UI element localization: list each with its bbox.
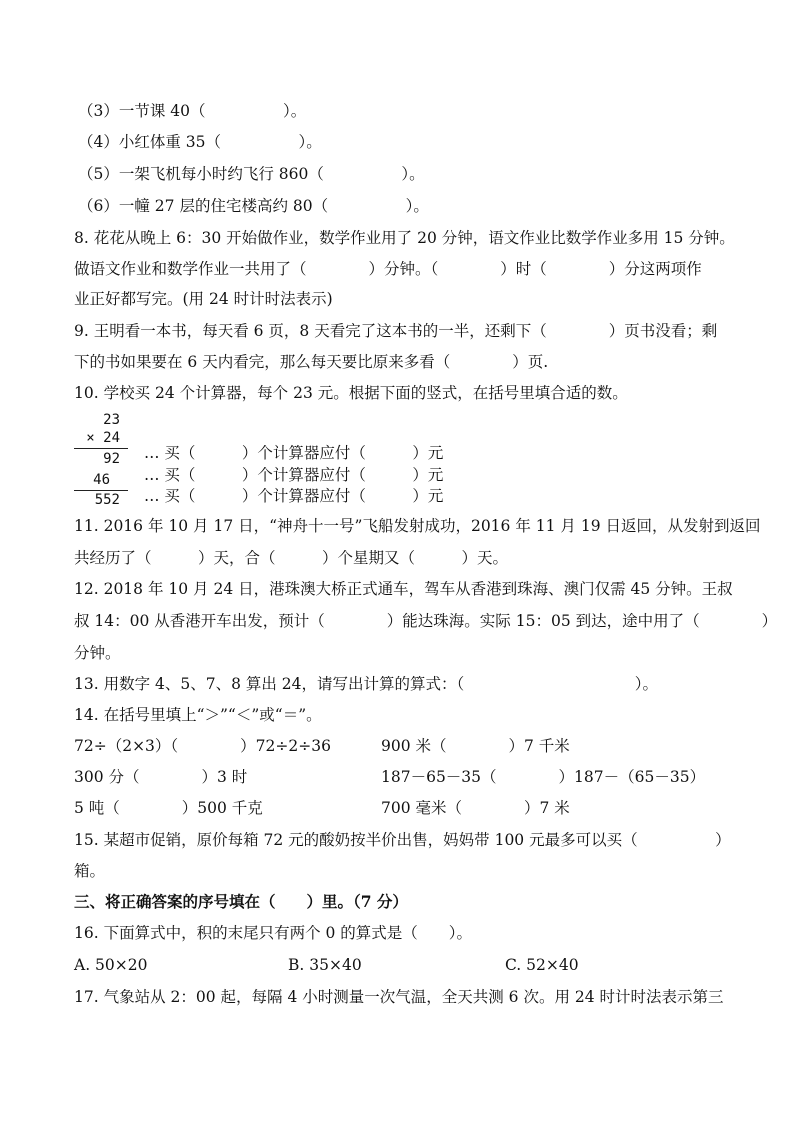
compare-2-right: 187－65－35（ ）187－（65－35）	[381, 768, 706, 786]
question-16-option-a: A. 50×20	[74, 956, 148, 974]
question-9-line-2: 下的书如果要在 6 天内看完，那么每天要比原来多看（ ）页.	[74, 353, 549, 371]
compare-1-right: 900 米（ ）7 千米	[381, 737, 570, 755]
question-8-line-3: 业正好都写完。(用 24 时计时法表示)	[74, 290, 333, 308]
question-12-line-1: 12. 2018 年 10 月 24 日，港珠澳大桥正式通车，驾车从香港到珠海、澳门仅需 45 分钟。王叔	[74, 580, 733, 598]
question-7-item-3: （3）一节课 40（ ）。	[78, 102, 307, 120]
compare-3-left: 5 吨（ ）500 千克	[74, 799, 263, 817]
question-12-line-3: 分钟。	[74, 644, 121, 662]
question-13: 13. 用数字 4、5、7、8 算出 24，请写出计算的算式：（ ）。	[74, 675, 659, 693]
question-8-line-2: 做语文作业和数学作业一共用了（ ）分钟。（ ）时（ ）分这两项作	[74, 260, 702, 278]
question-15-line-2: 箱。	[74, 862, 106, 880]
question-8-line-1: 8. 花花从晚上 6：30 开始做作业，数学作业用了 20 分钟，语文作业比数学作业多用 15 分钟。	[74, 229, 735, 247]
section-3-heading: 三、将正确答案的序号填在（ ）里。（7 分）	[74, 892, 408, 911]
compare-2-left: 300 分（ ）3 时	[74, 768, 248, 786]
partial-product-2: 46	[93, 472, 110, 488]
multiplicand: 23	[103, 412, 120, 428]
question-11-line-2: 共经历了（ ）天，合（ ）个星期又（ ）天。	[74, 549, 509, 567]
question-16-option-b: B. 35×40	[288, 956, 362, 974]
final-product: 552	[94, 492, 120, 508]
calc-row-2-text: … 买（ ）个计算器应付（ ）元	[144, 466, 444, 484]
question-17: 17. 气象站从 2：00 起，每隔 4 小时测量一次气温，全天共测 6 次。用 24 时计时法表示第三	[74, 988, 724, 1006]
compare-1-left: 72÷（2×3）（ ）72÷2÷36	[74, 737, 331, 755]
question-7-item-6: （6）一幢 27 层的住宅楼高约 80（ ）。	[78, 197, 429, 215]
question-15-line-1: 15. 某超市促销，原价每箱 72 元的酸奶按半价出售，妈妈带 100 元最多可以买（ ）	[74, 831, 731, 849]
question-11-line-1: 11. 2016 年 10 月 17 日，“神舟十一号”飞船发射成功，2016 年 11 月 19 日返回，从发射到返回	[74, 517, 761, 535]
question-12-line-2: 叔 14：00 从香港开车出发，预计（ ）能达珠海。实际 15：05 到达，途中用了（ ）	[74, 612, 778, 630]
calc-row-1-text: … 买（ ）个计算器应付（ ）元	[144, 444, 444, 462]
question-7-item-5: （5）一架飞机每小时约飞行 860（ ）。	[78, 165, 425, 183]
question-14: 14. 在括号里填上“＞”“＜”或“＝”。	[74, 706, 322, 724]
partial-product-1: 92	[103, 451, 120, 467]
question-9-line-1: 9. 王明看一本书，每天看 6 页，8 天看完了这本书的一半，还剩下（ ）页书没看；剩	[74, 322, 718, 340]
compare-3-right: 700 毫米（ ）7 米	[381, 799, 570, 817]
question-16: 16. 下面算式中，积的末尾只有两个 0 的算式是（ ）。	[74, 924, 473, 942]
calc-row-3-text: … 买（ ）个计算器应付（ ）元	[144, 487, 444, 505]
question-16-option-c: C. 52×40	[505, 956, 579, 974]
question-7-item-4: （4）小红体重 35（ ）。	[78, 133, 322, 151]
multiplier: × 24	[86, 430, 120, 446]
question-10: 10. 学校买 24 个计算器，每个 23 元。根据下面的竖式，在括号里填合适的数。	[74, 384, 628, 402]
